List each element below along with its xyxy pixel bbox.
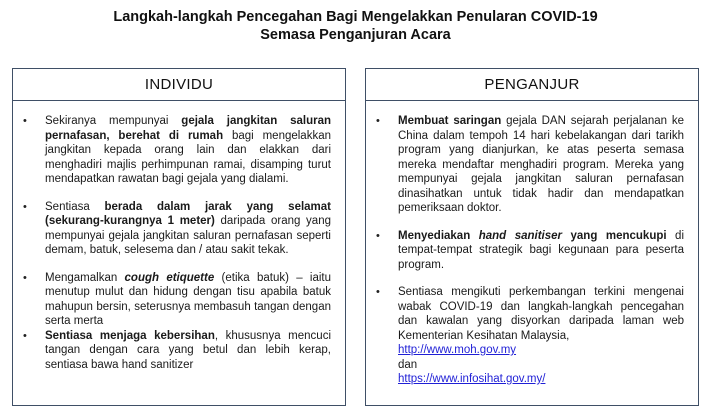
- document-title: [0, 8, 711, 44]
- list-item: [45, 200, 331, 258]
- item-bold-italic: hand sanitiser: [478, 229, 563, 242]
- item-text: gejala DAN sejarah perjalanan ke China dalam tempoh 14 hari kebelakangan dari tarikh program yang dianjurkan, ke atas peserta semasa mereka mendaftar menghadiri program. Mereka yang mempunyai gejala jangkitan saluran pernafasan dinasihatkan untuk tidak hadir dan mendapatkan pemeriksaan doktor.: [398, 115, 684, 214]
- item-text: Sentiasa: [45, 200, 105, 213]
- individu-panel: [12, 68, 346, 406]
- item-text: Mengamalkan: [45, 271, 125, 284]
- item-text: di tempat-tempat strategik bagi kegunaan para peserta program.: [398, 229, 685, 271]
- individu-heading: INDIVIDU: [13, 69, 345, 101]
- item-bold-italic: cough etiquette: [124, 271, 215, 284]
- title-line-1: Langkah-langkah Pencegahan Bagi Mengelakkan Penularan COVID-19: [113, 9, 598, 25]
- individu-list: [13, 101, 345, 372]
- list-item: [398, 285, 684, 387]
- item-text: Sekiranya mempunyai: [45, 115, 182, 127]
- penganjur-list: [366, 101, 698, 387]
- list-item: [45, 114, 331, 187]
- item-text: , khususnya mencuci tangan dengan cara yang betul dan lebih kerap, sentiasa bawa hand sanitizer: [45, 329, 331, 371]
- item-text: bagi mengelakkan jangkitan kepada orang lain dan elakkan dari menghadiri majlis perhimpunan ramai, disamping turut mendapatkan rawatan bagi gejala yang dialami.: [45, 129, 331, 185]
- item-bold: yang mencukupi: [562, 229, 667, 242]
- item-text: (etika batuk) – iaitu menutup mulut dan hidung dengan tisu apabila batuk mahupun bersin, seterusnya membasuh tangan dengan serta merta: [45, 271, 331, 327]
- list-item: [398, 114, 684, 216]
- item-text: daripada orang yang mempunyai gejala jangkitan saluran pernafasan seperti demam, batuk, selesema dan / atau sakit tekak.: [45, 215, 331, 256]
- list-item: [45, 329, 331, 373]
- infosihat-link[interactable]: https://www.infosihat.gov.my/: [398, 373, 546, 385]
- list-item: [398, 229, 684, 273]
- list-item: [45, 271, 331, 329]
- item-text: Sentiasa mengikuti perkembangan terkini mengenai wabak COVID-19 dan langkah-langkah pencegahan dan kawalan yang disyorkan daripada laman web Kementerian Kesihatan Malaysia,: [398, 286, 684, 342]
- penganjur-panel: [365, 68, 699, 406]
- penganjur-heading: PENGANJUR: [366, 69, 698, 101]
- item-bold: berada dalam jarak yang selamat (sekurang-kurangnya 1 meter): [45, 200, 332, 227]
- item-bold: Menyediakan: [398, 229, 479, 242]
- title-line-2: Semasa Penganjuran Acara: [260, 27, 451, 43]
- item-bold: Sentiasa menjaga kebersihan: [45, 329, 215, 342]
- item-text: dan: [398, 358, 418, 371]
- item-bold: Membuat saringan: [398, 115, 507, 127]
- moh-link[interactable]: http://www.moh.gov.my: [398, 344, 517, 356]
- item-bold: gejala jangkitan saluran pernafasan, berehat di rumah: [45, 115, 331, 142]
